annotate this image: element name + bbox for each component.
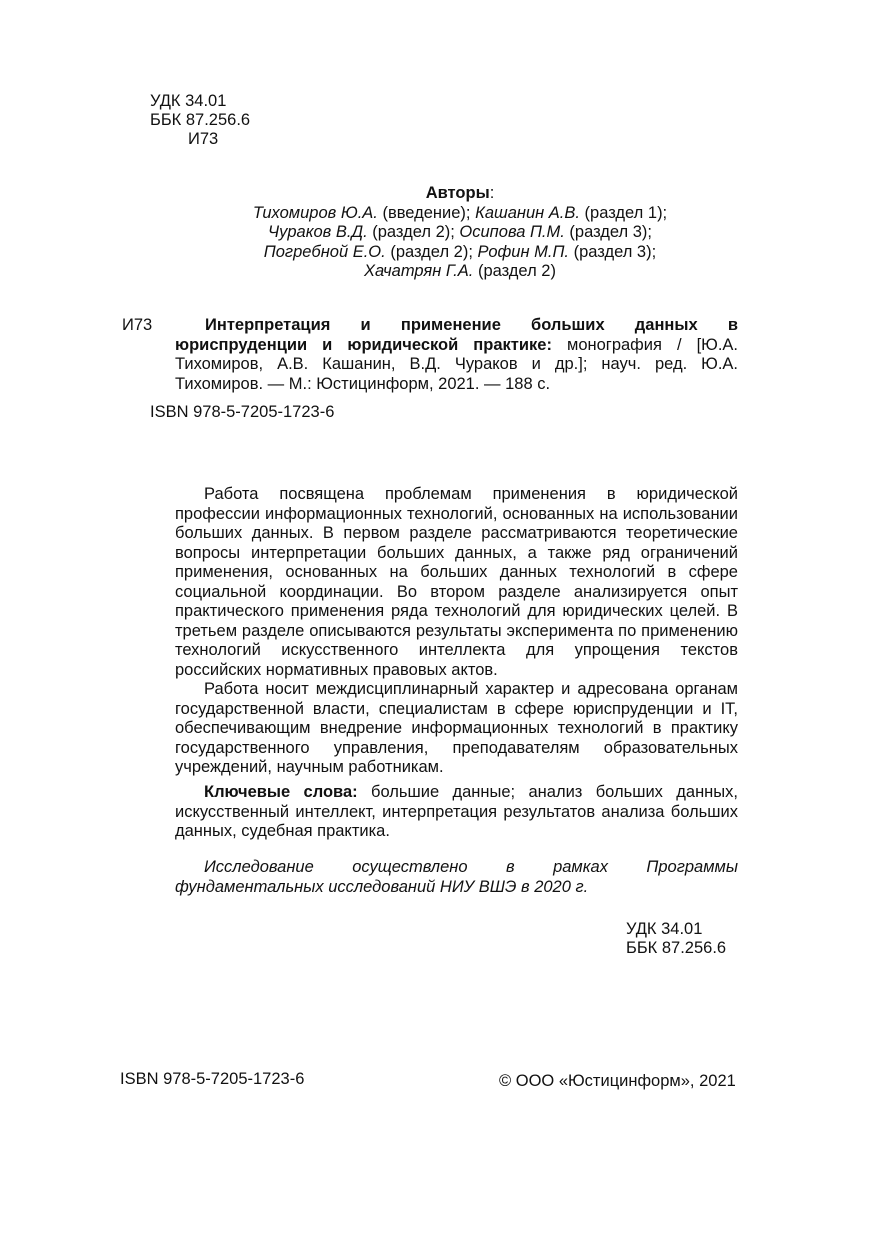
research-note: Исследование осуществлено в рамках Программы фундаментальных исследований НИУ ВШЭ в 2020 г. [175, 858, 738, 896]
authors-block [150, 184, 770, 282]
bbk-code: ББК 87.256.6 [150, 111, 251, 129]
keywords-label: Ключевые слова: [204, 783, 358, 801]
authors-line [150, 223, 770, 243]
author-role: (раздел 3); [569, 242, 657, 261]
authors-line [150, 243, 770, 263]
author-name: Погребной Е.О. [263, 242, 386, 261]
udk-code: УДК 34.01 [626, 920, 703, 938]
classification-codes-top [150, 92, 250, 149]
author-role: (раздел 2) [473, 262, 556, 280]
classification-codes-bottom [626, 920, 726, 958]
udk-code: УДК 34.01 [150, 92, 227, 110]
author-name: Тихомиров Ю.А. [252, 203, 378, 222]
authors-heading: Авторы: [425, 184, 495, 202]
author-name: Чураков В.Д. [267, 223, 368, 241]
author-role: (введение); [377, 203, 476, 222]
catalog-entry [175, 316, 738, 394]
authors-line [150, 262, 770, 282]
abstract-paragraph: Работа посвящена проблемам применения в юридической профессии информационных технологий, основанных на использовании больших данных. В первом разделе рассматриваются теоретические вопросы интерпретации больших данных, а также ряд ограничений применения, основанных на больших данных технологий в сфере социальной координации. Во втором разделе анализируется опыт практического применения ряда технологий для юридических целей. В третьем разделе описываются результаты эксперимента по применению технологий искусственного интеллекта для упрощения текстов российских нормативных правовых актов. [175, 485, 738, 679]
author-role: (раздел 2); [385, 242, 478, 261]
footer-isbn: ISBN 978-5-7205-1723-6 [120, 1070, 305, 1088]
book-title: Интерпретация и применение больших данных в юриспруденции и юридической практике: [175, 316, 738, 354]
keywords [175, 783, 738, 842]
author-role: (раздел 2); [367, 223, 460, 241]
catalog-isbn: ISBN 978-5-7205-1723-6 [150, 403, 335, 421]
author-role: (раздел 3); [564, 223, 653, 241]
authors-line [150, 204, 770, 224]
author-name: Рофин М.П. [477, 242, 569, 261]
bbk-code: ББК 87.256.6 [626, 939, 727, 957]
abstract [175, 485, 738, 778]
copyright: © ООО «Юстицинформ», 2021 [499, 1072, 736, 1090]
cutter-code: И73 [188, 130, 219, 148]
author-name: Кашанин А.В. [475, 203, 580, 222]
catalog-cutter: И73 [122, 316, 153, 334]
author-role: (раздел 1); [579, 203, 668, 222]
author-name: Осипова П.М. [459, 223, 565, 241]
keywords-text: большие данные; анализ больших данных, искусственный интеллект, интерпретация результатов анализа больших данных, судебная практика. [175, 783, 738, 840]
catalog-indent [175, 316, 205, 334]
abstract-paragraph: Работа носит междисциплинарный характер и адресована органам государственной власти, специалистам в сфере юриспруденции и IT, обеспечивающим внедрение информационных технологий в практику государственного управления, преподавателям образовательных учреждений, научным работникам. [175, 680, 738, 776]
catalog-description: монография / [Ю.А. Тихомиров, А.В. Кашанин, В.Д. Чураков и др.]; науч. ред. Ю.А. Тихомиров. — М.: Юстицинформ, 2021. — 188 с. [175, 335, 738, 393]
author-name: Хачатрян Г.А. [364, 262, 474, 280]
